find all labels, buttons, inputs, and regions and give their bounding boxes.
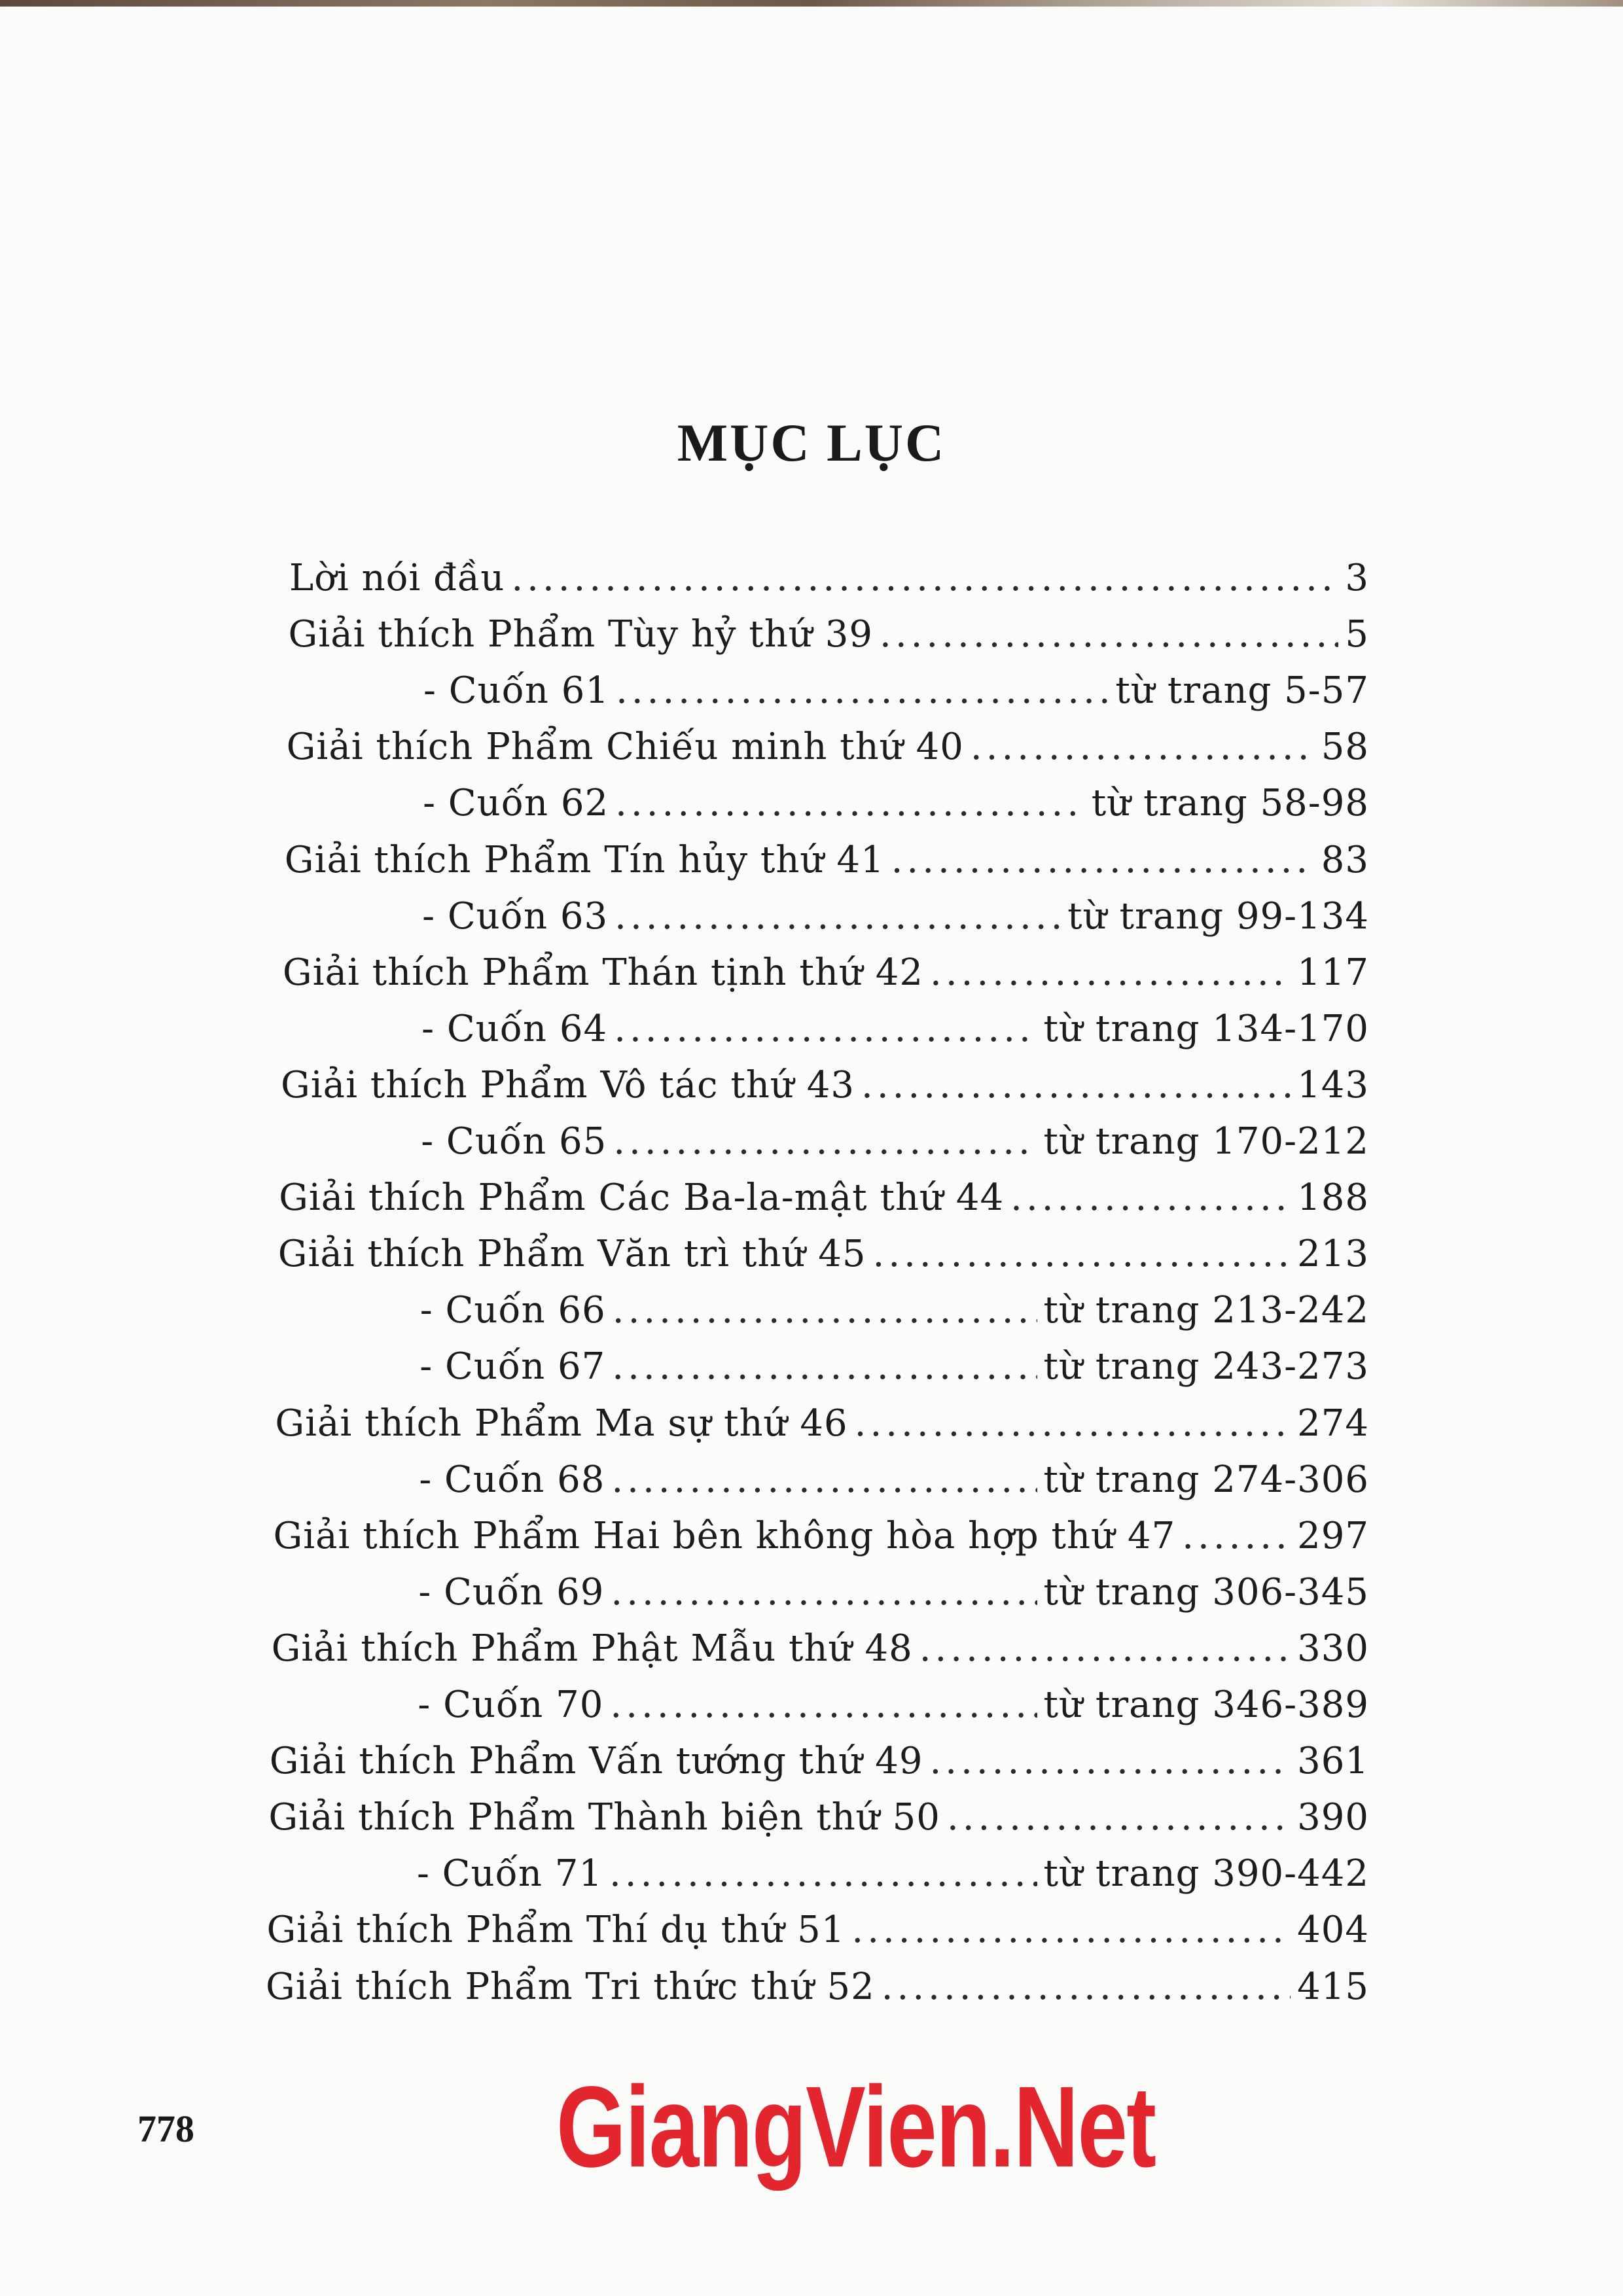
toc-entry (283, 945, 1369, 1000)
toc-entry (279, 1171, 1369, 1226)
toc-entry-label: Giải thích Phẩm Hai bên không hòa hợp thứ 47 (273, 1514, 1176, 1557)
toc-entry-label: - Cuốn 68 (419, 1458, 605, 1501)
toc-entry-page: từ trang 390-442 (1043, 1852, 1369, 1896)
toc-entry (266, 1903, 1369, 1958)
toc-entry-page: từ trang 306-345 (1043, 1570, 1369, 1614)
toc-entry (272, 1621, 1369, 1676)
toc-entry-page: 297 (1297, 1514, 1369, 1557)
toc-dot-leader (609, 1846, 1037, 1901)
toc-subentry (421, 1114, 1369, 1169)
toc-entry-page: từ trang 346-389 (1043, 1684, 1369, 1726)
toc-dot-leader (930, 1734, 1291, 1789)
toc-entry-page: từ trang 274-306 (1043, 1458, 1369, 1501)
toc-dot-leader (873, 1227, 1291, 1282)
toc-entry-page: 274 (1297, 1402, 1369, 1445)
toc-entry-label: Giải thích Phẩm Chiếu minh thứ 40 (286, 726, 964, 769)
toc-dot-leader (891, 833, 1315, 888)
toc-dot-leader (851, 1903, 1291, 1958)
watermark-logo: GiangVien.Net (556, 2063, 1156, 2191)
toc-dot-leader (614, 1002, 1037, 1057)
toc-entry-label: Giải thích Phẩm Ma sự thứ 46 (275, 1402, 848, 1445)
toc-entry-label: Giải thích Phẩm Thán tịnh thứ 42 (282, 951, 924, 994)
toc-dot-leader (1010, 1171, 1291, 1226)
toc-dot-leader (1182, 1509, 1291, 1564)
toc-entry-label: Giải thích Phẩm Các Ba-la-mật thứ 44 (279, 1176, 1005, 1220)
toc-entry-page: 390 (1297, 1796, 1369, 1839)
toc-entry-label: - Cuốn 66 (419, 1289, 606, 1332)
toc-dot-leader (612, 1339, 1037, 1394)
toc-entry-label: Giải thích Phẩm Văn trì thứ 45 (277, 1233, 866, 1276)
toc-entry (289, 551, 1369, 606)
toc-entry-page: từ trang 58-98 (1091, 782, 1369, 825)
toc-entry-label: - Cuốn 63 (422, 894, 609, 938)
toc-subentry (419, 1339, 1369, 1394)
toc-dot-leader (880, 607, 1338, 662)
page-number: 778 (137, 2108, 194, 2150)
toc-dot-leader (615, 776, 1085, 831)
toc-entry-label: - Cuốn 71 (416, 1852, 603, 1896)
toc-entry (285, 833, 1369, 888)
toc-entry-page: từ trang 134-170 (1043, 1007, 1369, 1050)
toc-entry (268, 1790, 1369, 1845)
toc-entry-page: 117 (1297, 951, 1369, 994)
toc-entry (289, 607, 1369, 662)
toc-entry-page: 3 (1345, 557, 1369, 599)
toc-dot-leader (947, 1790, 1291, 1845)
toc-entry-label: - Cuốn 62 (423, 782, 609, 825)
toc-entry-page: 361 (1297, 1740, 1369, 1783)
toc-entry-label: - Cuốn 67 (419, 1345, 606, 1388)
toc-entry (274, 1509, 1369, 1564)
toc-dot-leader (615, 889, 1061, 944)
toc-entry-label: - Cuốn 65 (421, 1120, 607, 1163)
toc-subentry (422, 889, 1369, 944)
toc-dot-leader (971, 720, 1315, 775)
toc-dot-leader (613, 1283, 1037, 1338)
toc-dot-leader (613, 1114, 1037, 1169)
toc-entry (278, 1227, 1369, 1282)
toc-entry-page: 5 (1345, 613, 1369, 656)
toc-subentry (418, 1678, 1369, 1733)
toc-entry (266, 1960, 1369, 2015)
toc-dot-leader (611, 1453, 1037, 1508)
toc-dot-leader (919, 1621, 1291, 1676)
toc-entry-label: Giải thích Phẩm Thành biện thứ 50 (268, 1796, 940, 1839)
toc-dot-leader (855, 1396, 1291, 1451)
toc-entry (281, 1058, 1369, 1113)
toc-entry-page: từ trang 170-212 (1043, 1120, 1369, 1163)
toc-entry-page: từ trang 213-242 (1043, 1289, 1369, 1332)
toc-entry-page: 83 (1321, 838, 1369, 881)
toc-entry-label: - Cuốn 70 (418, 1684, 604, 1726)
toc-dot-leader (882, 1960, 1291, 2015)
toc-subentry (419, 1453, 1369, 1508)
toc-entry-label: - Cuốn 69 (418, 1570, 605, 1614)
toc-entry-label: Giải thích Phẩm Vấn tướng thứ 49 (269, 1740, 923, 1783)
toc-subentry (421, 1002, 1369, 1057)
page-title: MỤC LỤC (677, 413, 946, 472)
toc-entry-label: - Cuốn 64 (421, 1007, 608, 1050)
toc-subentry (420, 1283, 1369, 1338)
toc-entry-page: từ trang 243-273 (1043, 1345, 1369, 1388)
toc-entry-page: 415 (1297, 1965, 1369, 2008)
toc-entry-label: - Cuốn 61 (423, 669, 610, 713)
toc-entry-page: 188 (1297, 1176, 1369, 1220)
toc-subentry (418, 1565, 1369, 1620)
toc-dot-leader (611, 1565, 1037, 1620)
toc-dot-leader (610, 1678, 1037, 1733)
toc-entry (275, 1396, 1369, 1451)
toc-subentry (423, 776, 1369, 831)
toc-entry (287, 720, 1369, 775)
toc-dot-leader (930, 945, 1291, 1000)
toc-entry-page: từ trang 99-134 (1067, 894, 1369, 938)
toc-entry (270, 1734, 1369, 1789)
toc-entry-label: Giải thích Phẩm Phật Mẫu thứ 48 (271, 1627, 913, 1670)
toc-entry-page: 404 (1297, 1909, 1369, 1952)
toc-entry-page: 330 (1297, 1627, 1369, 1670)
toc-entry-page: 143 (1297, 1063, 1369, 1106)
toc-dot-leader (861, 1058, 1291, 1113)
toc-dot-leader (616, 663, 1109, 718)
toc-entry-label: Lời nói đầu (289, 557, 505, 599)
toc-entry-page: 58 (1321, 726, 1369, 769)
toc-entry-label: Giải thích Phẩm Tín hủy thứ 41 (284, 838, 885, 881)
toc-dot-leader (511, 551, 1338, 606)
toc-entry-page: từ trang 5-57 (1115, 669, 1369, 713)
toc-entry-label: Giải thích Phẩm Tùy hỷ thứ 39 (288, 613, 874, 656)
toc-entry-label: Giải thích Phẩm Tri thức thứ 52 (266, 1965, 875, 2008)
toc-subentry (423, 663, 1369, 718)
toc-entry-label: Giải thích Phẩm Vô tác thứ 43 (281, 1063, 855, 1106)
toc-entry-page: 213 (1297, 1233, 1369, 1276)
toc-entry-label: Giải thích Phẩm Thí dụ thứ 51 (266, 1909, 846, 1952)
toc-subentry (417, 1846, 1369, 1901)
